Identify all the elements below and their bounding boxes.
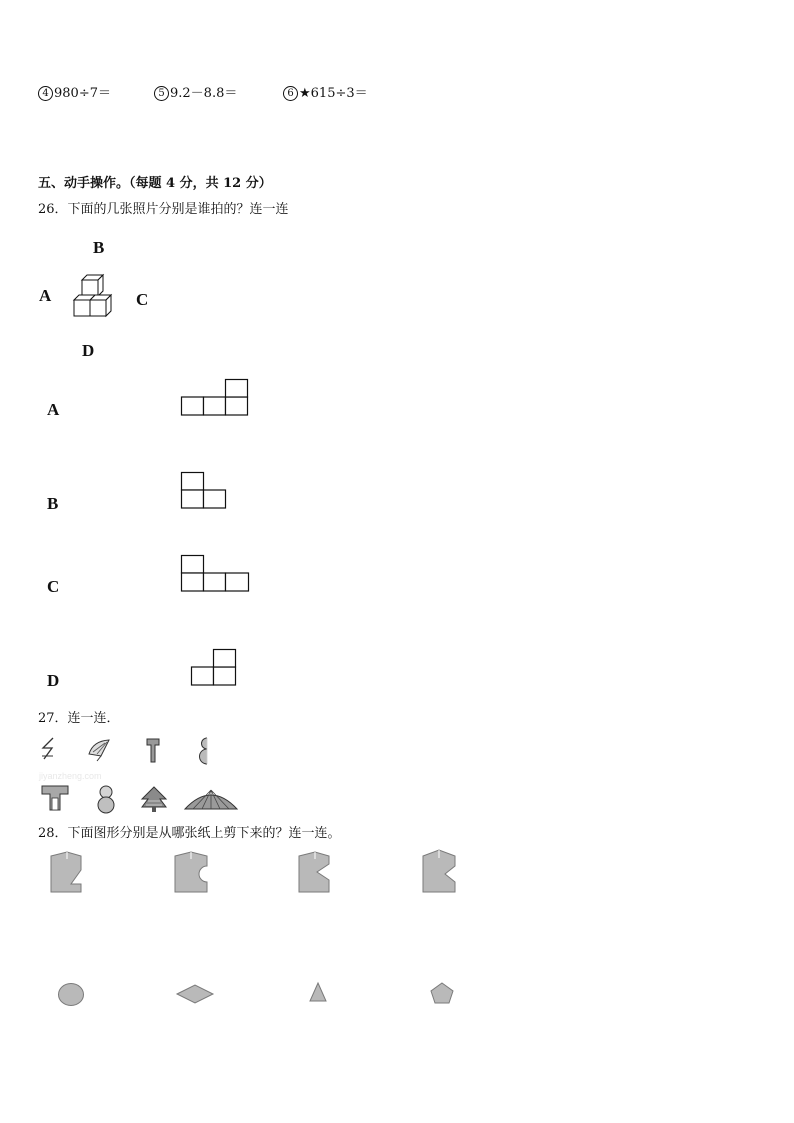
circled-number: 4 — [38, 86, 53, 101]
question-28-prompt: 28．下面图形分别是从哪张纸上剪下来的？连一连。 — [38, 826, 341, 841]
view-label-d: D — [47, 671, 60, 690]
calc-item-5 — [154, 82, 237, 101]
folded-paper-1 — [49, 850, 85, 894]
folded-paper-2 — [173, 850, 211, 894]
circled-number: 6 — [283, 86, 298, 101]
folded-paper-3 — [297, 850, 333, 894]
house-half-icon — [145, 736, 161, 764]
view-label-b: B — [47, 494, 59, 513]
view-c-grid — [181, 555, 251, 592]
snowman-full-icon — [95, 784, 117, 814]
watermark: jiyanzheng.com — [39, 771, 102, 781]
rhombus-shape — [175, 983, 215, 1005]
view-a-grid — [181, 379, 249, 416]
calc-expression: 9.2－8.8＝ — [170, 86, 238, 101]
view-d-grid — [191, 649, 238, 686]
lightning-half-icon — [39, 736, 59, 762]
view-label-a: A — [47, 400, 60, 419]
question-27-prompt: 27．连一连． — [38, 711, 120, 726]
umbrella-half-icon — [87, 738, 113, 762]
house-full-icon — [40, 784, 70, 812]
calc-item-6 — [283, 82, 368, 101]
snowman-half-icon — [197, 736, 209, 766]
direction-label-b: B — [93, 238, 105, 257]
cube-stack-figure — [68, 270, 123, 328]
direction-label-a: A — [39, 286, 52, 305]
circled-number: 5 — [154, 86, 169, 101]
view-label-c: C — [47, 577, 60, 596]
section-heading: 五、动手操作。（每题 4 分，共 12 分） — [38, 176, 272, 191]
direction-label-c: C — [136, 290, 149, 309]
pentagon-shape — [429, 981, 455, 1005]
umbrella-full-icon — [183, 787, 239, 811]
view-b-grid — [181, 472, 227, 509]
question-26-prompt: 26．下面的几张照片分别是谁拍的？连一连 — [38, 202, 289, 217]
triangle-shape — [308, 981, 328, 1003]
circle-shape — [57, 982, 85, 1007]
folded-paper-4 — [421, 848, 459, 894]
direction-label-d: D — [82, 341, 95, 360]
tree-full-icon — [140, 785, 168, 813]
calc-expression: 980÷7＝ — [54, 86, 111, 101]
calc-item-4 — [38, 82, 111, 101]
calc-expression: ★615÷3＝ — [299, 86, 368, 101]
